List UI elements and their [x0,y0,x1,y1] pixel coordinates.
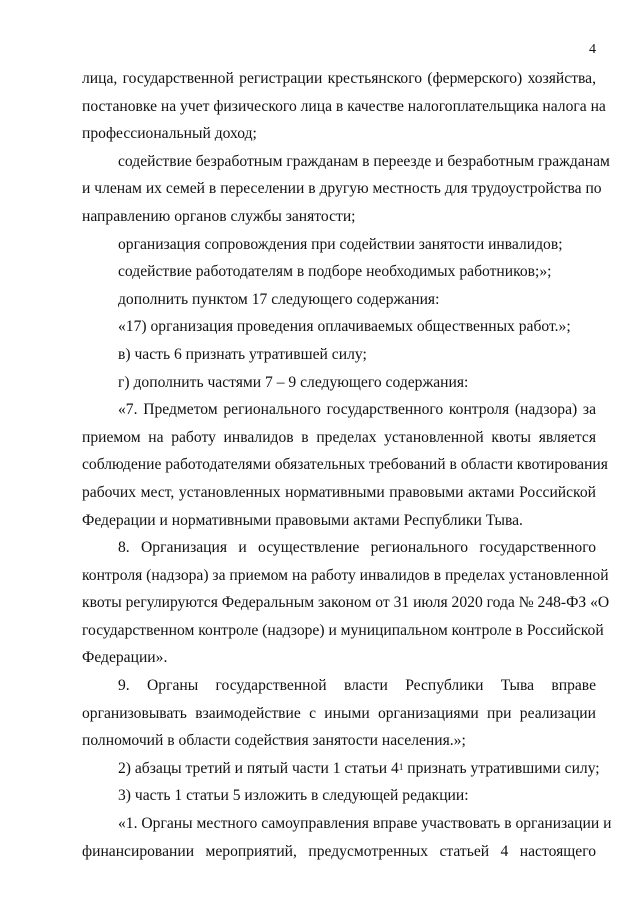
text-line: постановке на учет физического лица в качестве налогоплательщика налога на [82,97,606,115]
text-line: Федерации и нормативными правовыми актами Республики Тыва. [82,511,523,529]
text-line: организовывать взаимодействие с иными организациями при реализации [82,704,596,722]
text-line: г) дополнить частями 7 – 9 следующего содержания: [118,373,469,391]
text-line: и членам их семей в переселении в другую местность для трудоустройства по [82,180,602,198]
text-line: 9. Органы государственной власти Республики Тыва вправе [118,677,596,695]
text-line: квоты регулируются Федеральным законом от 31 июля 2020 года № 248-ФЗ «О [82,594,610,612]
text-line: лица, государственной регистрации крестьянского (фермерского) хозяйства, [82,70,596,87]
text-line: соблюдение работодателями обязательных требований в области квотирования [82,456,608,474]
page-number: 4 [589,42,596,57]
text-line: контроля (надзора) за приемом на работу инвалидов в пределах установленной [82,566,609,584]
superscript: 1 [398,761,404,772]
text-line: направлению органов службы занятости; [82,207,356,225]
text-line: 3) часть 1 статьи 5 изложить в следующей редакции: [118,787,469,805]
text-line: «1. Органы местного самоуправления вправе участвовать в организации и [118,815,612,833]
text-line: 8. Организация и осуществление регионального государственного [118,539,596,557]
text-line: приемом на работу инвалидов в пределах установленной квоты является [82,428,596,446]
text-line: содействие безработным гражданам в переезде и безработным гражданам [118,152,610,170]
text-line: в) часть 6 признать утратившей силу; [118,345,367,363]
text-line: профессиональный доход; [82,125,257,143]
text-line: рабочих мест, установленных нормативными правовыми актами Российской [82,483,596,501]
text-line: дополнить пунктом 17 следующего содержания: [118,290,440,308]
text-line: государственном контроле (надзоре) и муниципальном контроле в Российской [82,621,604,639]
text-line: организация сопровождения при содействии занятости инвалидов; [118,235,563,253]
text-line: финансировании мероприятий, предусмотренных статьей 4 настоящего [82,842,596,860]
document-body [82,65,612,865]
text-line: полномочий в области содействия занятости населения.»; [82,732,466,750]
text-line: «17) организация проведения оплачиваемых общественных работ.»; [118,318,571,336]
text-line: содействие работодателям в подборе необходимых работников;»; [118,263,552,281]
text-line: Федерации». [82,649,168,667]
text-line: 2) абзацы третий и пятый части 1 статьи $4^1$ признать утратившими силу; [118,759,600,777]
text-line: «7. Предметом регионального государственного контроля (надзора) за [118,401,596,419]
